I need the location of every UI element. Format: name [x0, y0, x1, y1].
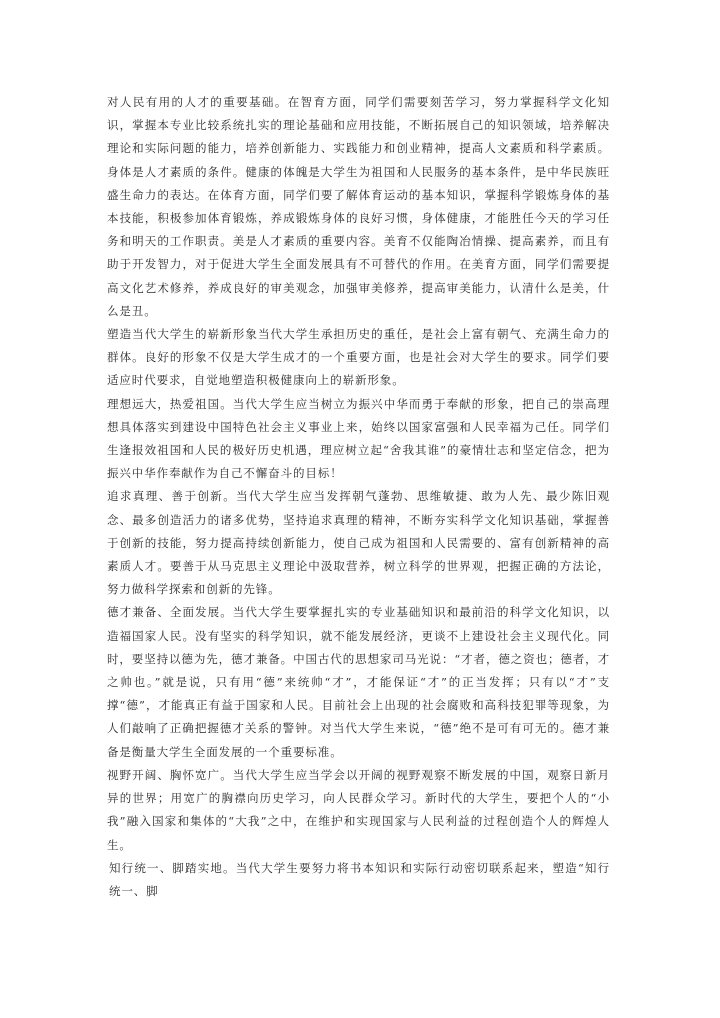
paragraph-ideals-patriotism: 理想远大，热爱祖国。当代大学生应当树立为振兴中华而勇于奉献的形象，把自己的崇高理想具体落实到建设中国特色社会主义事业上来，始终以国家富强和人民幸福为己任。同学们生逢报效祖国和人民的极好历史机遇，理应树立起“舍我其谁”的豪情壮志和坚定信念，把为振兴中华作奉献作为自己不懈奋斗的目标！	[107, 396, 610, 481]
paragraph-broad-vision: 视野开阔、胸怀宽广。当代大学生应当学会以开阔的视野观察不断发展的中国，观察日新月异的世界；用宽广的胸襟向历史学习，向人民群众学习。新时代的大学生，要把个人的“小我”融入国家和集体的“大我”之中，在维护和实现国家与人民利益的过程创造个人的辉煌人生。	[107, 767, 610, 852]
paragraph-truth-innovation: 追求真理、善于创新。当代大学生应当发挥朝气蓬勃、思维敏捷、敢为人先、最少陈旧观念、最多创造活力的诸多优势，坚持追求真理的精神，不断夯实科学文化知识基础，掌握善于创新的技能，努力提高持续创新能力，使自己成为祖国和人民需要的、富有创新精神的高素质人才。要善于从马克思主义理论中汲取营养，树立科学的世界观，把握正确的方法论，努力做科学探索和创新的先锋。	[107, 489, 610, 597]
body-text	[107, 91, 610, 903]
paragraph-virtue-talent: 德才兼备、全面发展。当代大学生要掌握扎实的专业基础知识和最前沿的科学文化知识，以造福国家人民。没有坚实的科学知识，就不能发展经济，更谈不上建设社会主义现代化。同时，要坚持以德为先，德才兼备。中国古代的思想家司马光说：“才者，德之资也；德者，才之帅也。”就是说，只有用“德”来统帅“才”，才能保证“才”的正当发挥；只有以“才”支撑“德”，才能真正有益于国家和人民。目前社会上出现的社会腐败和高科技犯罪等现象，为人们敲响了正确把握德才关系的警钟。对当代大学生来说，“德”绝不是可有可无的。德才兼备是衡量大学生全面发展的一个重要标准。	[107, 605, 610, 759]
paragraph-knowledge-action: 知行统一、脚踏实地。当代大学生要努力将书本知识和实际行动密切联系起来，塑造“知行统一、脚	[109, 860, 610, 898]
paragraph-intellectual-physical-aesthetic: 对人民有用的人才的重要基础。在智育方面，同学们需要刻苦学习，努力掌握科学文化知识，掌握本专业比较系统扎实的理论基础和应用技能，不断拓展自己的知识领域，培养解决理论和实际问题的能力，培养创新能力、实践能力和创业精神，提高人文素质和科学素质。身体是人才素质的条件。健康的体魄是大学生为祖国和人民服务的基本条件，是中华民族旺盛生命力的表达。在体育方面，同学们要了解体育运动的基本知识，掌握科学锻炼身体的基本技能，积极参加体育锻炼，养成锻炼身体的良好习惯，身体健康，才能胜任今天的学习任务和明天的工作职责。美是人才素质的重要内容。美育不仅能陶冶情操、提高素养，而且有助于开发智力，对于促进大学生全面发展具有不可替代的作用。在美育方面，同学们需要提高文化艺术修养，养成良好的审美观念，加强审美修养，提高审美能力，认清什么是美，什么是丑。	[107, 95, 610, 318]
paragraph-new-image: 塑造当代大学生的崭新形象当代大学生承担历史的重任，是社会上富有朝气、充满生命力的群体。良好的形象不仅是大学生成才的一个重要方面，也是社会对大学生的要求。同学们要适应时代要求，自觉地塑造积极健康向上的崭新形象。	[107, 327, 610, 388]
